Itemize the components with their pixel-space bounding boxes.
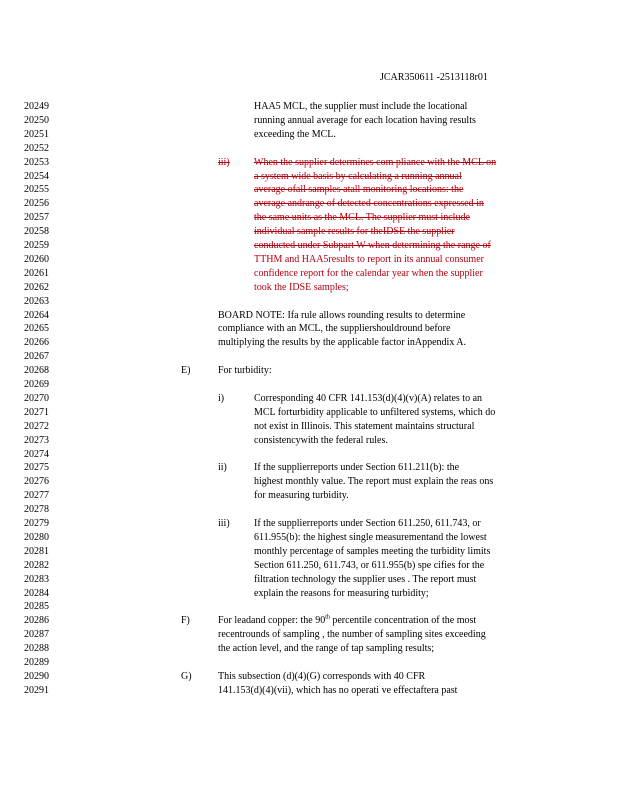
text-line: monthly percentage of samples meeting the turbidity limits (254, 545, 491, 557)
line-number: 20270 (24, 392, 49, 404)
line-number: 20271 (24, 406, 49, 418)
line-number: 20266 (24, 337, 49, 349)
deleted-line: average andrange of detected concentrations expressed in (254, 198, 484, 210)
text-line: MCL forturbidity applicable to unfiltered systems, which do (254, 406, 496, 418)
deleted-line: conducted under Subpart W when determining the range of (254, 240, 491, 252)
document-id-header: JCAR350611 -2513118r01 (380, 72, 488, 83)
text-fragment: percentile concentration of the most (329, 615, 477, 627)
text-line: multiplying the results by the applicable factor inAppendix A. (218, 337, 467, 349)
subsection-g-paragraph (218, 670, 538, 698)
item-iii-marker: iii) (218, 156, 230, 168)
ordinal-suffix: th (325, 614, 330, 621)
subsection-e-label: E) (181, 365, 191, 376)
line-number: 20279 (24, 518, 49, 529)
line-number: 20288 (24, 643, 49, 655)
item-iii-paragraph (254, 156, 554, 295)
line-number: 20263 (24, 295, 49, 307)
text-line: filtration technology the supplier uses . The report must (254, 573, 477, 585)
deleted-line: a system wide basis by calculating a running annual (254, 170, 462, 182)
deleted-line: the same units as the MCL. The supplier must include (254, 212, 470, 224)
line-number: 20267 (24, 351, 49, 363)
line-number: 20260 (24, 253, 49, 265)
text-line: If the supplierreports under Section 611.211(b): the (254, 462, 460, 474)
line-number: 20251 (24, 128, 49, 140)
text-line: running annual average for each location having results (254, 114, 476, 126)
subsection-f-label: F) (181, 615, 190, 627)
line-number: 20286 (24, 615, 49, 627)
line-number: 20265 (24, 323, 49, 335)
line-number: 20275 (24, 462, 49, 474)
subsection-f-paragraph (218, 614, 548, 656)
line-number: 20283 (24, 573, 49, 585)
line-number: 20256 (24, 198, 49, 210)
text-line: Corresponding 40 CFR 141.153(d)(4)(v)(A) relates to an (254, 392, 483, 404)
line-number: 20259 (24, 240, 49, 251)
text-line: This subsection (d)(4)(G) corresponds with 40 CFR (218, 671, 426, 682)
text-line: consistencywith the federal rules. (254, 434, 388, 446)
text-line: Section 611.250, 611.743, or 611.955(b) spe cifies for the (254, 559, 485, 571)
text-line: exceeding the MCL. (254, 128, 336, 140)
line-number: 20273 (24, 434, 49, 446)
item-i-label: i) (218, 392, 225, 404)
line-number: 20269 (24, 379, 49, 390)
line-number: 20277 (24, 490, 49, 502)
line-number: 20262 (24, 281, 49, 293)
item-ii-label: ii) (218, 462, 227, 474)
text-line: If the supplierreports under Section 611.250, 611.743, or (254, 518, 481, 529)
line-number: 20272 (24, 420, 49, 432)
text-line: for measuring turbidity. (254, 490, 349, 502)
line-number: 20255 (24, 184, 49, 196)
deleted-line: When the supplier determines com pliance with the MCL on (254, 156, 497, 168)
subsection-g-label: G) (181, 671, 192, 682)
text-line: BOARD NOTE: Ifa rule allows rounding results to determine (218, 309, 466, 321)
item-ii-paragraph (254, 461, 554, 503)
text-line (218, 614, 548, 628)
line-number: 20250 (24, 114, 49, 126)
text-line: recentrounds of sampling , the number of sampling sites exceeding (218, 629, 486, 641)
item-i-paragraph (254, 392, 554, 448)
inserted-line: took the IDSE samples; (254, 281, 349, 293)
text-line: highest monthly value. The report must explain the reas ons (254, 476, 494, 488)
deleted-line: individual sample results for theIDSE the supplier (254, 226, 455, 238)
line-number: 20258 (24, 226, 49, 238)
line-number: 20284 (24, 587, 49, 599)
item-iii-turbidity-paragraph (254, 517, 554, 600)
board-note (218, 309, 538, 351)
text-line: HAA5 MCL, the supplier must include the locational (254, 101, 468, 112)
line-number: 20276 (24, 476, 49, 488)
line-number: 20254 (24, 170, 49, 182)
text-line: 611.955(b): the highest single measurementand the lowest (254, 531, 487, 543)
line-number: 20274 (24, 448, 49, 460)
text-line: compliance with an MCL, the suppliershouldround before (218, 323, 451, 335)
line-number: 20268 (24, 365, 49, 377)
line-number: 20264 (24, 309, 49, 321)
deleted-line: average ofall samples atall monitoring locations: the (254, 184, 464, 196)
text-line: not exist in Illinois. This statement maintains structural (254, 420, 475, 432)
line-number: 20290 (24, 670, 49, 682)
line-number: 20261 (24, 267, 49, 279)
line-number: 20281 (24, 545, 49, 557)
item-iii-label: iii) (218, 518, 230, 529)
line-number: 20287 (24, 629, 49, 641)
text-line: explain the reasons for measuring turbidity; (254, 587, 429, 599)
line-number: 20289 (24, 657, 49, 668)
text-line: the action level, and the range of tap sampling results; (218, 643, 435, 655)
inserted-line: TTHM and HAA5results to report in its annual consumer (254, 253, 484, 265)
line-number: 20282 (24, 559, 49, 571)
line-number: 20280 (24, 531, 49, 543)
line-number: 20257 (24, 212, 49, 224)
inserted-line: confidence report for the calendar year when the supplier (254, 267, 483, 279)
line-number: 20252 (24, 142, 49, 154)
text-line: 141.153(d)(4)(vii), which has no operati ve effectaftera past (218, 684, 458, 696)
line-number: 20278 (24, 504, 49, 516)
line-number: 20249 (24, 101, 49, 112)
line-number: 20291 (24, 684, 49, 696)
haa5-paragraph (254, 100, 554, 142)
line-number: 20253 (24, 156, 49, 168)
line-number: 20285 (24, 601, 49, 613)
text-fragment: For leadand copper: the 90 (218, 615, 326, 627)
subsection-e-heading: For turbidity: (218, 365, 272, 376)
